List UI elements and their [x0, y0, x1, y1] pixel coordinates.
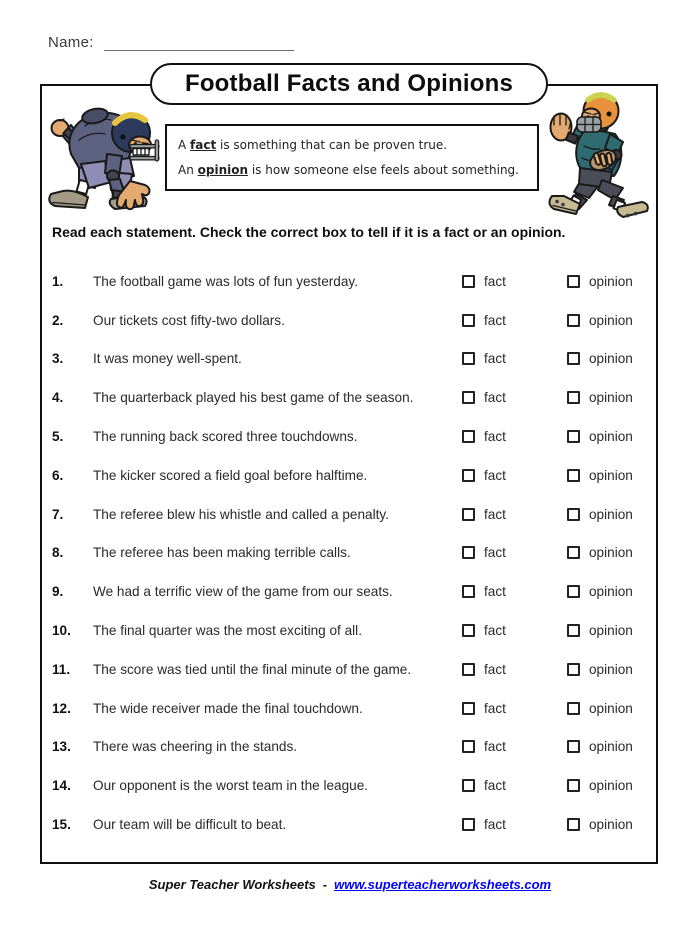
statement-row [52, 805, 652, 844]
opinion-choice [567, 507, 652, 522]
opinion-label: opinion [589, 273, 633, 289]
statement-text: Our opponent is the worst team in the league. [93, 778, 369, 794]
statement-text: The kicker scored a field goal before halftime. [93, 467, 368, 483]
statement-text: The score was tied until the final minute of the game. [93, 661, 412, 677]
opinion-label: opinion [589, 700, 633, 716]
fact-choice [462, 817, 567, 832]
fact-definition [178, 138, 526, 152]
fact-label: fact [484, 661, 506, 677]
instruction-text: Read each statement. Check the correct box to tell if it is a fact or an opinion. [52, 224, 566, 240]
opinion-label: opinion [589, 661, 633, 677]
fact-choice [462, 429, 567, 444]
fact-choice [462, 623, 567, 638]
statements-list [52, 262, 652, 844]
fact-checkbox[interactable] [462, 391, 475, 404]
fact-choice [462, 351, 567, 366]
fact-label: fact [484, 817, 506, 833]
statement-row [52, 301, 652, 340]
fact-choice [462, 739, 567, 754]
statement-text: There was cheering in the stands. [93, 739, 298, 755]
fact-label: fact [484, 467, 506, 483]
statement-row [52, 766, 652, 805]
name-label: Name: [48, 34, 94, 51]
statement-number: 7. [52, 506, 64, 522]
definitions-box [165, 124, 539, 191]
fact-label: fact [484, 351, 506, 367]
opinion-choice [567, 739, 652, 754]
statement-number: 14. [52, 778, 71, 794]
fact-label: fact [484, 273, 506, 289]
opinion-checkbox[interactable] [567, 352, 580, 365]
opinion-label: opinion [589, 390, 633, 406]
statement-row [52, 611, 652, 650]
fact-checkbox[interactable] [462, 546, 475, 559]
fact-checkbox[interactable] [462, 624, 475, 637]
fact-choice [462, 390, 567, 405]
fact-definition-suffix: is something that can be proven true. [216, 138, 448, 153]
opinion-checkbox[interactable] [567, 275, 580, 288]
opinion-definition-term: opinion [197, 162, 249, 177]
statement-row [52, 495, 652, 534]
statement-text: The running back scored three touchdowns. [93, 429, 358, 445]
fact-checkbox[interactable] [462, 779, 475, 792]
statement-row [52, 572, 652, 611]
fact-choice [462, 701, 567, 716]
fact-choice [462, 507, 567, 522]
fact-checkbox[interactable] [462, 508, 475, 521]
fact-choice [462, 274, 567, 289]
fact-label: fact [484, 623, 506, 639]
left-football-player-illustration [45, 96, 160, 214]
statement-text: Our team will be difficult to beat. [93, 817, 287, 833]
statement-text: The wide receiver made the final touchdown. [93, 700, 363, 716]
opinion-checkbox[interactable] [567, 663, 580, 676]
statement-text: The referee blew his whistle and called a penalty. [93, 506, 389, 522]
opinion-label: opinion [589, 312, 633, 328]
fact-label: fact [484, 700, 506, 716]
statement-text: The final quarter was the most exciting of all. [93, 623, 362, 639]
fact-choice [462, 468, 567, 483]
fact-checkbox[interactable] [462, 702, 475, 715]
statement-number: 9. [52, 584, 64, 600]
opinion-choice [567, 545, 652, 560]
opinion-choice [567, 662, 652, 677]
statement-number: 2. [52, 312, 64, 328]
fact-checkbox[interactable] [462, 585, 475, 598]
statement-number: 12. [52, 700, 71, 716]
name-input-line[interactable] [104, 35, 294, 51]
statement-number: 5. [52, 429, 64, 445]
fact-checkbox[interactable] [462, 663, 475, 676]
opinion-choice [567, 623, 652, 638]
opinion-checkbox[interactable] [567, 430, 580, 443]
statement-row [52, 650, 652, 689]
opinion-checkbox[interactable] [567, 469, 580, 482]
footer-separator: - [322, 877, 328, 892]
fact-label: fact [484, 506, 506, 522]
fact-checkbox[interactable] [462, 314, 475, 327]
opinion-label: opinion [589, 817, 633, 833]
statement-text: The referee has been making terrible calls. [93, 545, 351, 561]
opinion-choice [567, 274, 652, 289]
statement-text: Our tickets cost fifty-two dollars. [93, 312, 285, 328]
opinion-checkbox[interactable] [567, 546, 580, 559]
statement-text: The football game was lots of fun yesterday. [93, 273, 358, 289]
statement-row [52, 728, 652, 767]
opinion-checkbox[interactable] [567, 740, 580, 753]
page-title: Football Facts and Opinions [150, 63, 548, 105]
opinion-checkbox[interactable] [567, 314, 580, 327]
opinion-checkbox[interactable] [567, 624, 580, 637]
right-football-player-illustration [546, 90, 662, 220]
opinion-label: opinion [589, 778, 633, 794]
opinion-choice [567, 468, 652, 483]
opinion-label: opinion [589, 467, 633, 483]
statement-row [52, 378, 652, 417]
opinion-definition [178, 163, 526, 177]
fact-checkbox[interactable] [462, 275, 475, 288]
statement-text: It was money well-spent. [93, 351, 242, 367]
statement-row [52, 417, 652, 456]
fact-label: fact [484, 390, 506, 406]
opinion-choice [567, 584, 652, 599]
fact-label: fact [484, 429, 506, 445]
fact-definition-term: fact [190, 138, 217, 153]
statement-number: 8. [52, 545, 64, 561]
fact-checkbox[interactable] [462, 818, 475, 831]
opinion-checkbox[interactable] [567, 585, 580, 598]
statement-number: 13. [52, 739, 71, 755]
fact-choice [462, 662, 567, 677]
statement-number: 1. [52, 273, 64, 289]
fact-label: fact [484, 545, 506, 561]
statement-row [52, 689, 652, 728]
fact-definition-prefix: A [178, 138, 191, 153]
opinion-definition-prefix: An [178, 162, 198, 177]
opinion-choice [567, 817, 652, 832]
opinion-checkbox[interactable] [567, 779, 580, 792]
fact-checkbox[interactable] [462, 430, 475, 443]
opinion-checkbox[interactable] [567, 508, 580, 521]
statement-row [52, 456, 652, 495]
opinion-label: opinion [589, 545, 633, 561]
statement-text: The quarterback played his best game of the season. [93, 390, 414, 406]
name-row [48, 34, 294, 51]
opinion-checkbox[interactable] [567, 391, 580, 404]
opinion-choice [567, 778, 652, 793]
footer-link[interactable]: www.superteacherworksheets.com [334, 877, 552, 892]
fact-label: fact [484, 312, 506, 328]
statement-number: 10. [52, 623, 71, 639]
opinion-checkbox[interactable] [567, 702, 580, 715]
statement-number: 3. [52, 351, 64, 367]
opinion-label: opinion [589, 584, 633, 600]
statement-number: 15. [52, 817, 71, 833]
statement-row [52, 262, 652, 301]
opinion-choice [567, 390, 652, 405]
opinion-choice [567, 351, 652, 366]
statement-row [52, 534, 652, 573]
opinion-label: opinion [589, 506, 633, 522]
statement-text: We had a terrific view of the game from our seats. [93, 584, 393, 600]
opinion-choice [567, 429, 652, 444]
opinion-label: opinion [589, 623, 633, 639]
opinion-label: opinion [589, 739, 633, 755]
fact-checkbox[interactable] [462, 740, 475, 753]
opinion-checkbox[interactable] [567, 818, 580, 831]
statement-number: 4. [52, 390, 64, 406]
fact-choice [462, 545, 567, 560]
fact-label: fact [484, 739, 506, 755]
fact-choice [462, 778, 567, 793]
statement-number: 6. [52, 467, 64, 483]
fact-choice [462, 584, 567, 599]
fact-choice [462, 313, 567, 328]
opinion-label: opinion [589, 429, 633, 445]
opinion-choice [567, 313, 652, 328]
fact-label: fact [484, 778, 506, 794]
opinion-label: opinion [589, 351, 633, 367]
statement-row [52, 340, 652, 379]
statement-number: 11. [52, 661, 71, 677]
footer [0, 877, 700, 892]
fact-checkbox[interactable] [462, 352, 475, 365]
fact-label: fact [484, 584, 506, 600]
opinion-choice [567, 701, 652, 716]
opinion-definition-suffix: is how someone else feels about something. [248, 162, 519, 177]
footer-brand: Super Teacher Worksheets [148, 877, 316, 892]
fact-checkbox[interactable] [462, 469, 475, 482]
